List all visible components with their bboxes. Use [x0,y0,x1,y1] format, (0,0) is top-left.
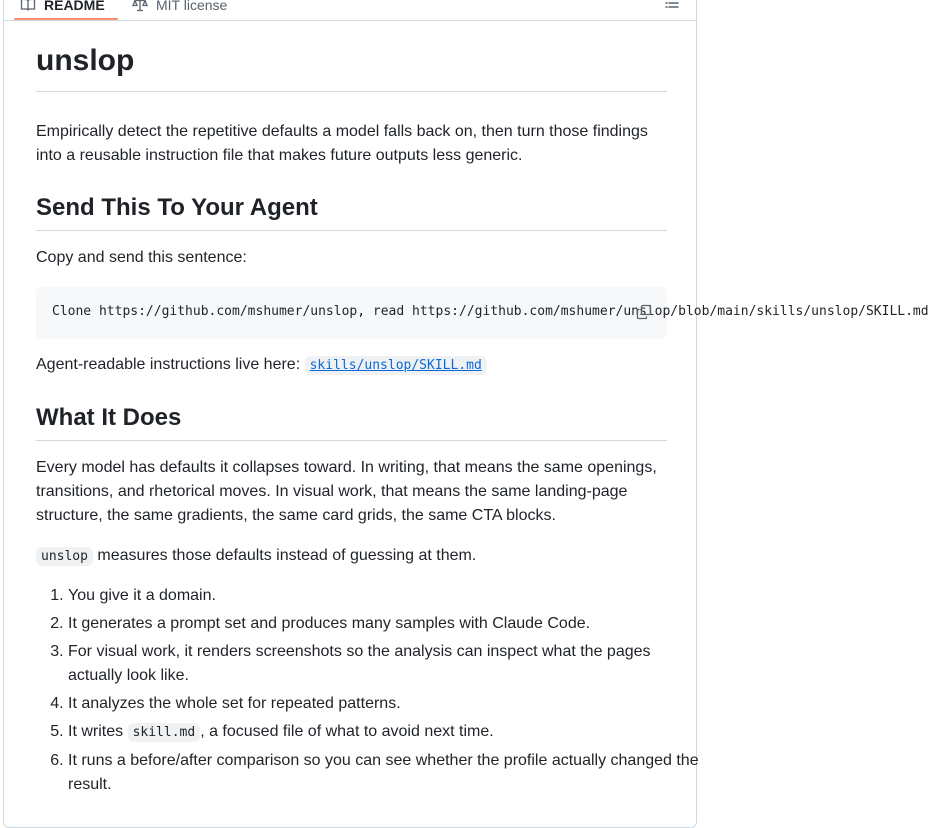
what-heading: What It Does [36,403,667,441]
send-heading: Send This To Your Agent [36,193,667,231]
list-item: 1. You give it a domain. [68,584,699,608]
readme-tab-bar [4,0,696,21]
tab-license[interactable] [132,0,227,21]
step5-suffix: , a focused file of what to avoid next time. [200,723,494,740]
tab-readme-label: README [44,0,105,13]
list-item: 6. It runs a before/after comparison so you can see whether the profile actually changed the result. [68,749,699,797]
list-item: 4. It analyzes the whole set for repeated patterns. [68,692,699,716]
instructions-paragraph [36,353,667,378]
tab-license-label: MIT license [156,0,228,13]
measures-text: measures those defaults instead of guessing at them. [92,547,477,564]
readme-panel [3,0,929,828]
skill-link[interactable]: skills/unslop/SKILL.md [309,358,482,373]
steps-list [36,584,699,801]
send-lead: Copy and send this sentence: [36,249,247,266]
skill-md-code: skill.md [128,723,201,742]
copy-icon [636,304,652,320]
law-icon [132,0,148,13]
instructions-prefix: Agent-readable instructions live here: [36,356,301,373]
step5-prefix: It writes [68,723,128,740]
unslop-code: unslop [36,547,93,566]
intro-paragraph: Empirically detect the repetitive defaults a model falls back on, then turn those findings into a reusable instruction file that makes future outputs less generic. [36,123,648,164]
defaults-paragraph: Every model has defaults it collapses toward. In writing, that means the same openings, transitions, and rhetorical moves. In visual work, that means the same landing-page structure, the same gradients, the same card grids, the same CTA blocks. [36,459,657,524]
code-block-text[interactable]: Clone https://github.com/mshumer/unslop, read https://github.com/mshumer/unslop/blob/main/skills/unslop/SKILL.md [52,304,929,319]
list-item: 2. It generates a prompt set and produces many samples with Claude Code. [68,612,699,636]
list-unordered-icon[interactable] [664,0,680,11]
code-block [36,287,929,339]
measures-paragraph [36,544,667,569]
active-tab-indicator [14,18,118,20]
book-icon [20,0,36,13]
list-item [68,720,699,745]
list-item: 3. For visual work, it renders screenshots so the analysis can inspect what the pages actually look like. [68,640,699,688]
page-title: unslop [36,41,667,92]
skill-link-code [305,356,487,375]
copy-button[interactable] [635,303,653,321]
